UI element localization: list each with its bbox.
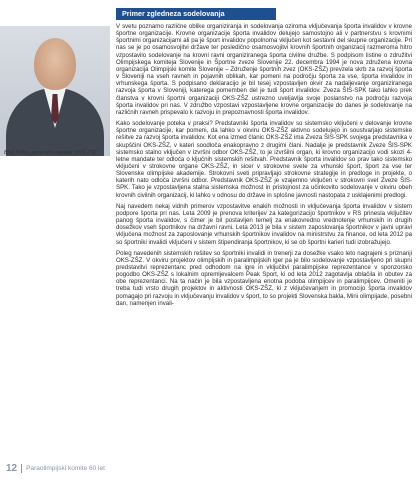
publication-name: Paraolimpijski komite 60 let	[26, 464, 105, 472]
paragraph: Kako sodelovanje poteka v praksi? Predstavniki športa invalidov so sistemsko vključeni v delovanje krovne športne organizacije, kar pomeni, da lahko v okviru OKS-ZŠZ aktivno sodelujejo in soustvarjajo sistemske rešitve za razvoj športa invalidov. Kot ena izmed članic OKS-ZŠZ ima Zveza ŠIS-SPK svojega predstavnika v skupščini OKS-ZŠZ, v kateri soodloča enakopravno z drugimi člani. Nadalje je predstavnik Zveze ŠIS-SPK sistemsko stalno vključen v izvršni odbor OKS-ZŠZ, to je izvršilni organ, ki krovno organizacijo vodi skozi 4-letne mandate ter odloča o ključnih sistemskih rešitvah. Predstavnik športa invalidov so prav tako sistemsko vključeni v strokovne organe OKS-ZŠZ, in sicer v strokovne svete za vrhunski šport, šport za vse ter Slovenske olimpijske akademije. Strokovni sveti pripravljajo strokovne strategije in predloge in projekte, o katerih nato odloča izvršni odbor. Predstavnik OKS-ZŠZ je vzajemno vključen v strokovni svet Zveze ŠIS-SPK. Tako je vzpostavljena stalna sistemska možnost in pristojnost za učinkovito sodelovanje v okviru obeh krovnih civilnih organizacij, ki lahko v odnosu do države in splošne javnosti nastopata z usklajenimi predlogi.	[116, 120, 412, 199]
portrait-photo	[0, 26, 110, 156]
portrait-head	[34, 38, 76, 90]
section-title: Primer zgledneza sodelovanja	[116, 8, 276, 20]
photo-caption: Blaž Fritko, generalni sekretar OKS-ZŠZ	[4, 150, 97, 156]
page-number: 12	[6, 462, 18, 474]
paragraph: V svetu poznamo različne oblike organiziranja in sodelovanja oziroma vključevanja športa invalidov v krovne športne organizacije. Krovne organizacije športa invalidov delujejo samostojno ali v partnerstvu s krovnimi športnimi organizacijami ali pa je šport invalidov popolnoma vključen kot sestavni del skupne organizacije. Pri nas se je po osamosvojitvi države ter posledično osamosvojitvi krovnih športnih organizacij razmeroma hitro vzpostavilo sodelovanje na krovni ravni organiziranega športa civilne družbe. S podpisom listine o združitvi Olimpijskega komiteja Slovenije in Športne zveze Slovenije 22. decembra 1994 je nova združena krovna organizacija Olimpijski komite Slovenije – Združenje športnih zvez (OKS-ZŠZ) prevzela skrb za razvoj športa v Sloveniji na vseh ravneh in pojavnih oblikah, kar pomeni na področju športa za vse, športa invalidov in vrhunskega športa. S podpisano deklaracijo je bil tesej vzpostavljen okvir za nadaljevanje organiziranega razvoja športa v Sloveniji, katerega pomemben del je tudi šport invalidov. Zveza ŠIS-SPK tako lahko prek članstva v krovni športni organizaciji OKS-ZŠZ ustrezno uveljavlja svoje poslanstvo na področju razvoja športa invalidov pri nas. V združbo vzpostavi vzpostavljene krovne organizacije do danes je sodelovanje na različnih ravneh prispevalo k razvoju in prepoznavnosti športa invalidov.	[116, 23, 412, 116]
paragraph: Naj navedem nekaj vidnih primerov vzpostavitve enakih možnosti in vključevanja športa invalidov v sistem podpore športa pri nas. Leta 2009 je prenova kriterijev za kategorizacijo športnikov v RS prinesla vključitev panog športa invalidov, s čimer je bil postavljen temelj za enakovredno vrednotenje vrhunskih in drugih dosežkov vseh športnikov na državni ravni. Leta 2013 je bila v sistem zaposlovanja športnikov v javni upravi vključena možnost za zaposlovanje vrhunskih športnikov invalidov na ministrstvu za finance, od leta 2012 pa so športniki invalidi vključeni v sistem štipendiranja športnikov, ki se ob športni karieri tudi izobražujejo.	[116, 202, 412, 246]
paragraph: Poleg navedenih sistemskih rešitev so športniki invalidi in trenerji za dosežke vsako leto nagrajeni s priznanji OKS-ZŠZ. V okviru projektov olimpijskih in paralimpijskih iger pa je bilo sodelovanje vzpostavljeno pri skupni predstavitvi reprezentanc pred odhodom na igre in vključitvi paralimpijske reprezentance v sponzorsko pogodbo OKS-ZŠZ s lokalnim opremljevalcem Peak Sport, ki od leta 2012 zagotavlja oblačila in obutev za obe reprezentanci. Na ta način je bila vzpostavljena enotna podoba olimpijcev in paralimpijcev. Omeniti je treba tudi vrsto drugih projektov in aktivnosti OKS-ZŠZ, ki z vključevanjem in promocijo športa invalidov pomagajo pri razvoju in vključevanju invalidov v šport, to so projekti Slovenska bakla, Mini olimpijade, posebni dan, namenjen invali-	[116, 249, 412, 307]
article-body	[116, 23, 412, 311]
page-footer	[6, 462, 105, 474]
footer-divider	[21, 464, 22, 473]
